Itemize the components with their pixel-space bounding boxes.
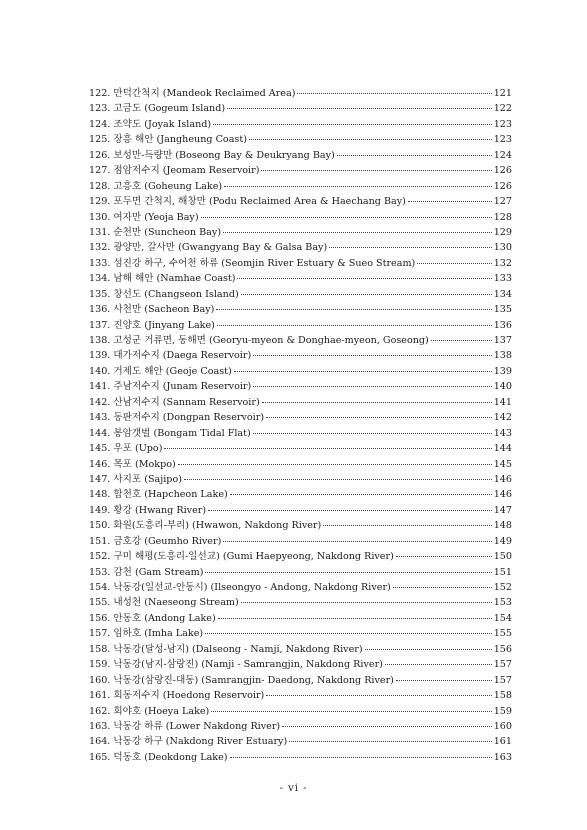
toc-entry[interactable] bbox=[89, 348, 512, 363]
toc-entry-title: 낙동강 하류 (Lower Nakdong River) bbox=[113, 720, 281, 732]
toc-entry-number: 139. bbox=[89, 350, 111, 362]
toc-entry-number: 140. bbox=[89, 365, 111, 377]
toc-entry-title: 사천만 (Sacheon Bay) bbox=[113, 304, 215, 316]
toc-entry[interactable] bbox=[89, 750, 512, 765]
toc-entry-title: 회동저수지 (Hoedong Reservoir) bbox=[113, 690, 265, 702]
toc-entry-number: 161. bbox=[89, 690, 111, 702]
toc-entry-title: 금호강 (Geumho River) bbox=[113, 535, 222, 547]
toc-entry-title: 합천호 (Hapcheon Lake) bbox=[113, 489, 228, 501]
toc-entry-title: 낙동강(남지-삼랑진) (Namji - Samrangjin, Nakdong River) bbox=[113, 659, 383, 671]
toc-entry-title: 보성만-득량만 (Boseong Bay & Deukryang Bay) bbox=[113, 149, 335, 161]
toc-entry[interactable] bbox=[89, 457, 512, 472]
toc-dot-leader bbox=[253, 355, 492, 356]
toc-entry-page: 157 bbox=[493, 674, 512, 686]
toc-entry-page: 121 bbox=[493, 88, 512, 99]
toc-entry-title: 순천만 (Suncheon Bay) bbox=[113, 226, 222, 238]
toc-entry-title: 황강 (Hwang River) bbox=[113, 504, 207, 516]
toc-entry-page: 157 bbox=[493, 659, 512, 671]
toc-entry-number: 152. bbox=[89, 551, 111, 563]
toc-entry-title: 포두면 간척지, 해창만 (Podu Reclaimed Area & Haechang Bay) bbox=[113, 196, 406, 208]
toc-entry-number: 126. bbox=[89, 149, 111, 161]
toc-entry-number: 156. bbox=[89, 612, 111, 624]
toc-entry-page: 145 bbox=[493, 458, 512, 470]
toc-entry-number: 162. bbox=[89, 705, 111, 717]
toc-entry-title: 내성천 (Naeseong Stream) bbox=[113, 597, 239, 609]
toc-entry[interactable] bbox=[89, 565, 512, 580]
toc-dot-leader bbox=[396, 680, 492, 681]
toc-dot-leader bbox=[201, 217, 492, 218]
toc-entry-page: 135 bbox=[493, 304, 512, 316]
toc-entry[interactable] bbox=[89, 148, 512, 163]
toc-dot-leader bbox=[249, 139, 492, 140]
toc-dot-leader bbox=[227, 108, 492, 109]
toc-dot-leader bbox=[241, 294, 492, 295]
toc-entry-title: 섬진강 하구, 수어천 하류 (Seomjin River Estuary & Sueo Stream) bbox=[113, 257, 416, 269]
toc-dot-leader bbox=[297, 93, 491, 94]
toc-entry-page: 161 bbox=[493, 736, 512, 748]
toc-entry-number: 155. bbox=[89, 597, 111, 609]
toc-entry[interactable] bbox=[89, 256, 512, 271]
toc-entry-number: 153. bbox=[89, 566, 111, 578]
toc-entry-page: 146 bbox=[493, 489, 512, 501]
toc-dot-leader bbox=[323, 525, 491, 526]
page-number-footer: - vi - bbox=[279, 783, 308, 794]
toc-entry-page: 148 bbox=[493, 520, 512, 532]
toc-entry-title: 봉암갯벌 (Bongam Tidal Flat) bbox=[113, 427, 251, 439]
toc-dot-leader bbox=[337, 155, 492, 156]
toc-dot-leader bbox=[396, 556, 492, 557]
toc-entry-title: 목포 (Mokpo) bbox=[113, 458, 176, 470]
toc-dot-leader bbox=[408, 201, 492, 202]
toc-entry[interactable] bbox=[89, 86, 512, 101]
toc-entry-page: 126 bbox=[493, 180, 512, 192]
toc-dot-leader bbox=[329, 247, 491, 248]
toc-entry-page: 143 bbox=[493, 427, 512, 439]
toc-entry-title: 만덕간척지 (Mandeok Reclaimed Area) bbox=[113, 88, 296, 99]
toc-entry-number: 145. bbox=[89, 443, 111, 455]
toc-entry[interactable] bbox=[89, 287, 512, 302]
toc-entry-page: 147 bbox=[493, 504, 512, 516]
toc-entry-page: 142 bbox=[493, 412, 512, 424]
toc-entry-page: 128 bbox=[493, 211, 512, 223]
toc-entry[interactable] bbox=[89, 364, 512, 379]
toc-entry[interactable] bbox=[89, 179, 512, 194]
toc-entry[interactable] bbox=[89, 487, 512, 502]
toc-entry-number: 146. bbox=[89, 458, 111, 470]
toc-entry-page: 138 bbox=[493, 350, 512, 362]
toc-entry-page: 123 bbox=[493, 134, 512, 146]
toc-entry-page: 158 bbox=[493, 690, 512, 702]
toc-entry-page: 141 bbox=[493, 396, 512, 408]
toc-entry-number: 151. bbox=[89, 535, 111, 547]
toc-dot-leader bbox=[230, 757, 492, 758]
toc-dot-leader bbox=[365, 649, 492, 650]
toc-entry-page: 153 bbox=[493, 597, 512, 609]
toc-dot-leader bbox=[164, 448, 491, 449]
toc-dot-leader bbox=[266, 417, 492, 418]
toc-entry-title: 사지포 (Sajipo) bbox=[113, 473, 182, 485]
toc-entry-number: 128. bbox=[89, 180, 111, 192]
toc-entry-number: 124. bbox=[89, 118, 111, 130]
toc-dot-leader bbox=[431, 340, 492, 341]
toc-entry[interactable] bbox=[89, 163, 512, 178]
toc-entry[interactable] bbox=[89, 611, 512, 626]
toc-entry-page: 160 bbox=[493, 720, 512, 732]
toc-entry-page: 155 bbox=[493, 628, 512, 640]
toc-entry[interactable] bbox=[89, 302, 512, 317]
toc-entry-title: 우포 (Upo) bbox=[113, 443, 163, 455]
toc-entry-number: 142. bbox=[89, 396, 111, 408]
toc-entry-number: 138. bbox=[89, 335, 111, 346]
toc-entry-number: 129. bbox=[89, 196, 111, 208]
toc-entry-number: 158. bbox=[89, 643, 111, 655]
toc-entry-page: 151 bbox=[493, 566, 512, 578]
toc-entry-number: 125. bbox=[89, 134, 111, 146]
toc-entry-page: 144 bbox=[493, 443, 512, 455]
toc-entry[interactable] bbox=[89, 240, 512, 255]
toc-dot-leader bbox=[253, 433, 492, 434]
toc-entry-page: 150 bbox=[493, 551, 512, 563]
toc-entry[interactable] bbox=[89, 395, 512, 410]
toc-entry-number: 150. bbox=[89, 520, 111, 532]
toc-entry-number: 163. bbox=[89, 720, 111, 732]
toc-entry-title: 남해 해안 (Namhae Coast) bbox=[113, 273, 236, 285]
toc-dot-leader bbox=[208, 510, 492, 511]
toc-entry-number: 165. bbox=[89, 751, 111, 763]
toc-entry-page: 159 bbox=[493, 705, 512, 717]
toc-entry[interactable] bbox=[89, 225, 512, 240]
toc-entry[interactable] bbox=[89, 101, 512, 116]
toc-dot-leader bbox=[223, 232, 492, 233]
toc-dot-leader bbox=[262, 402, 492, 403]
toc-entry[interactable] bbox=[89, 549, 512, 564]
toc-entry-title: 덕동호 (Deokdong Lake) bbox=[113, 751, 228, 763]
toc-entry-page: 134 bbox=[493, 288, 512, 300]
toc-entry-number: 123. bbox=[89, 103, 111, 115]
toc-dot-leader bbox=[218, 618, 492, 619]
toc-dot-leader bbox=[261, 170, 491, 171]
toc-dot-leader bbox=[385, 664, 492, 665]
toc-entry-number: 149. bbox=[89, 504, 111, 516]
toc-entry-title: 점암저수지 (Jeomam Reservoir) bbox=[113, 165, 260, 177]
toc-entry[interactable] bbox=[89, 410, 512, 425]
toc-entry-title: 주남저수지 (Junam Reservoir) bbox=[113, 381, 252, 393]
toc-entry-number: 164. bbox=[89, 736, 111, 748]
toc-entry[interactable] bbox=[89, 642, 512, 657]
toc-entry-title: 창선도 (Changseon Island) bbox=[113, 288, 239, 300]
toc-entry-title: 여자만 (Yeoja Bay) bbox=[113, 211, 199, 223]
table-of-contents bbox=[89, 86, 512, 765]
toc-entry-number: 127. bbox=[89, 165, 111, 177]
toc-entry-number: 143. bbox=[89, 412, 111, 424]
toc-dot-leader bbox=[184, 479, 492, 480]
toc-entry-title: 임하호 (Imha Lake) bbox=[113, 628, 204, 640]
toc-entry-number: 154. bbox=[89, 582, 111, 593]
toc-entry-page: 149 bbox=[493, 535, 512, 547]
toc-entry-page: 122 bbox=[493, 103, 512, 115]
toc-dot-leader bbox=[253, 386, 491, 387]
toc-entry-title: 진양호 (Jinyang Lake) bbox=[113, 319, 215, 331]
toc-entry-page: 132 bbox=[493, 257, 512, 269]
toc-entry[interactable] bbox=[89, 719, 512, 734]
toc-entry-number: 136. bbox=[89, 304, 111, 316]
toc-entry-title: 화원(도흥리-부리) (Hwawon, Nakdong River) bbox=[113, 520, 322, 532]
toc-dot-leader bbox=[223, 541, 491, 542]
toc-entry[interactable] bbox=[89, 518, 512, 533]
toc-entry[interactable] bbox=[89, 117, 512, 132]
toc-entry-number: 134. bbox=[89, 273, 111, 285]
toc-entry-number: 144. bbox=[89, 427, 111, 439]
toc-entry[interactable] bbox=[89, 534, 512, 549]
toc-dot-leader bbox=[205, 633, 492, 634]
toc-entry-number: 133. bbox=[89, 257, 111, 269]
toc-entry[interactable] bbox=[89, 132, 512, 147]
toc-entry-number: 148. bbox=[89, 489, 111, 501]
toc-entry-page: 126 bbox=[493, 165, 512, 177]
toc-entry-page: 152 bbox=[493, 582, 512, 593]
toc-entry[interactable] bbox=[89, 503, 512, 518]
toc-dot-leader bbox=[266, 695, 491, 696]
toc-entry-title: 낙동강(달성-남지) (Dalseong - Namji, Nakdong River) bbox=[113, 643, 363, 655]
toc-entry-page: 124 bbox=[493, 149, 512, 161]
toc-entry-number: 131. bbox=[89, 226, 111, 238]
toc-dot-leader bbox=[213, 124, 492, 125]
toc-entry-page: 127 bbox=[493, 196, 512, 208]
toc-entry-title: 감천 (Gam Stream) bbox=[113, 566, 204, 578]
toc-entry-title: 동판저수지 (Dongpan Reservoir) bbox=[113, 412, 265, 424]
toc-entry-page: 154 bbox=[493, 612, 512, 624]
toc-entry-page: 139 bbox=[493, 365, 512, 377]
toc-dot-leader bbox=[224, 186, 492, 187]
toc-entry-page: 140 bbox=[493, 381, 512, 393]
toc-entry[interactable] bbox=[89, 472, 512, 487]
toc-dot-leader bbox=[393, 587, 492, 588]
toc-entry-title: 대가저수지 (Daega Reservoir) bbox=[113, 350, 252, 362]
toc-entry-title: 고금도 (Gogeum Island) bbox=[113, 103, 226, 115]
toc-dot-leader bbox=[241, 602, 492, 603]
toc-entry-number: 157. bbox=[89, 628, 111, 640]
toc-entry-number: 122. bbox=[89, 88, 111, 99]
toc-entry-number: 137. bbox=[89, 319, 111, 331]
toc-entry[interactable] bbox=[89, 333, 512, 348]
toc-entry[interactable] bbox=[89, 704, 512, 719]
toc-entry-title: 낙동강 하구 (Nakdong River Estuary) bbox=[113, 736, 288, 748]
toc-entry-page: 129 bbox=[493, 226, 512, 238]
toc-dot-leader bbox=[216, 309, 491, 310]
toc-entry-title: 안동호 (Andong Lake) bbox=[113, 612, 216, 624]
toc-entry-title: 산남저수지 (Sannam Reservoir) bbox=[113, 396, 260, 408]
toc-entry[interactable] bbox=[89, 580, 512, 595]
toc-entry-title: 조약도 (Joyak Island) bbox=[113, 118, 212, 130]
toc-entry-title: 회야호 (Hoeya Lake) bbox=[113, 705, 210, 717]
toc-entry-page: 130 bbox=[493, 242, 512, 254]
toc-dot-leader bbox=[211, 711, 491, 712]
toc-entry-number: 147. bbox=[89, 473, 111, 485]
toc-entry-title: 광양만, 갈사만 (Gwangyang Bay & Galsa Bay) bbox=[113, 242, 328, 254]
toc-entry-title: 구미 해평(도흥리-일선교) (Gumi Haepyeong, Nakdong River) bbox=[113, 551, 394, 563]
toc-entry-page: 146 bbox=[493, 473, 512, 485]
toc-entry[interactable] bbox=[89, 426, 512, 441]
toc-entry-title: 낙동강(삼랑진-대동) (Samrangjin- Daedong, Nakdong River) bbox=[113, 674, 394, 686]
toc-dot-leader bbox=[217, 325, 492, 326]
toc-entry-number: 160. bbox=[89, 674, 111, 686]
toc-entry-page: 133 bbox=[493, 273, 512, 285]
toc-entry-number: 159. bbox=[89, 659, 111, 671]
toc-dot-leader bbox=[178, 464, 492, 465]
toc-entry-page: 137 bbox=[493, 335, 512, 346]
toc-entry[interactable] bbox=[89, 271, 512, 286]
toc-entry-page: 163 bbox=[493, 751, 512, 763]
toc-entry[interactable] bbox=[89, 688, 512, 703]
toc-entry[interactable] bbox=[89, 318, 512, 333]
toc-entry-title: 거제도 해안 (Geoje Coast) bbox=[113, 365, 232, 377]
toc-entry[interactable] bbox=[89, 673, 512, 688]
toc-entry-title: 고흥호 (Goheung Lake) bbox=[113, 180, 223, 192]
toc-entry-number: 130. bbox=[89, 211, 111, 223]
toc-entry[interactable] bbox=[89, 595, 512, 610]
toc-entry-title: 낙동강(일선교-안동시) (Ilseongyo - Andong, Nakdong River) bbox=[113, 582, 391, 593]
toc-entry[interactable] bbox=[89, 194, 512, 209]
toc-entry-page: 136 bbox=[493, 319, 512, 331]
toc-dot-leader bbox=[234, 371, 492, 372]
toc-entry[interactable] bbox=[89, 657, 512, 672]
toc-entry[interactable] bbox=[89, 210, 512, 225]
toc-entry[interactable] bbox=[89, 734, 512, 749]
toc-dot-leader bbox=[237, 278, 491, 279]
toc-entry-title: 장흥 해안 (Jangheung Coast) bbox=[113, 134, 247, 146]
toc-entry[interactable] bbox=[89, 379, 512, 394]
toc-entry-number: 135. bbox=[89, 288, 111, 300]
toc-entry-page: 156 bbox=[493, 643, 512, 655]
toc-dot-leader bbox=[230, 494, 492, 495]
toc-entry-number: 132. bbox=[89, 242, 111, 254]
toc-entry[interactable] bbox=[89, 441, 512, 456]
toc-dot-leader bbox=[282, 726, 492, 727]
toc-entry-title: 고성군 거류면, 동해면 (Georyu-myeon & Donghae-myeon, Goseong) bbox=[113, 335, 429, 346]
toc-entry-number: 141. bbox=[89, 381, 111, 393]
toc-dot-leader bbox=[417, 263, 491, 264]
toc-entry[interactable] bbox=[89, 626, 512, 641]
toc-dot-leader bbox=[205, 572, 491, 573]
toc-dot-leader bbox=[289, 741, 491, 742]
toc-entry-page: 123 bbox=[493, 118, 512, 130]
